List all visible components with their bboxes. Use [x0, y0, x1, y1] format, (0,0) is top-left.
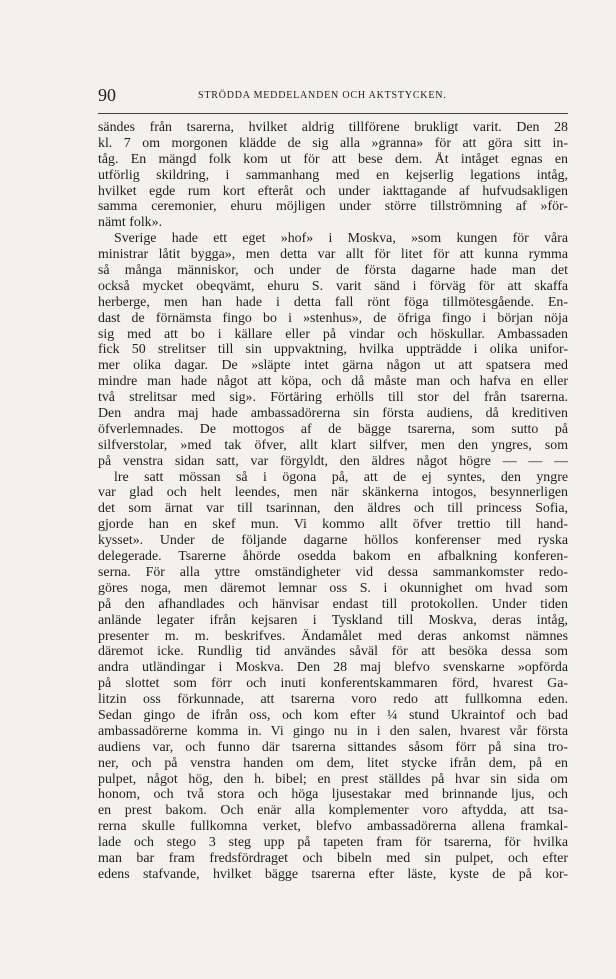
text-line: kl. 7 om morgonen klädde de sig alla »granna» för att göra sitt in- [98, 135, 568, 151]
text-line: det som ärnat var till tsarinnan, den äldres och till princess Sofia, [98, 501, 568, 517]
text-line: Sverige hade ett eget »hof» i Moskva, »som kungen för våra [114, 231, 568, 247]
text-line: herberge, men han hade i detta fall rönt föga tillmötesgående. En- [98, 294, 568, 310]
text-line: sig med att bo i källare eller på vindar och höskullar. Ambassaden [98, 326, 568, 342]
text-line: anlände legater ifrån kejsaren i Tyskland till Moskva, deras intåg, [98, 612, 568, 628]
text-line: var glad och helt leendes, men när skänkerna intogos, besynnerligen [98, 485, 568, 501]
text-line: också mycket obeqvämt, ehuru S. varit sänd i förväg för att skaffa [98, 278, 568, 294]
text-line: ministrar låtit bygga», men detta var allt för litet för att kunna rymma [98, 247, 568, 263]
text-line: man bar fram fredsfördraget och bibeln med sin pulpet, och efter [98, 850, 568, 866]
running-head [98, 84, 568, 108]
text-line: Den andra maj hade ambassadörerna sin första audiens, då kreditiven [98, 406, 568, 422]
text-line: gjorde han en skef mun. Vi kommo allt öfver trettio till hand- [98, 517, 568, 533]
text-line: öfverlemnades. De mottogos af de bägge tsarerna, som sutto på [98, 421, 568, 437]
text-line: delegerade. Tsarerne åhörde osedda bakom en afbalkning konferen- [98, 549, 568, 565]
text-line: ambassadörerne komma in. Vi gingo nu in i den salen, hvarest vår första [98, 723, 568, 739]
text-line: pulpet, något hög, den h. bibel; en prest ställdes på hvar sin sida om [98, 771, 568, 787]
text-line: utförlig skildring, i sammanhang med en kejserlig legations intåg, [98, 167, 568, 183]
text-line: Sedan gingo de ifrån oss, och kom efter ¼ stund Ukraintof och bad [98, 707, 568, 723]
text-line: på slottet som förr och inuti konferentskammaren förd, hvarest Ga- [98, 676, 568, 692]
text-line: tåg. En mängd folk kom ut för att bese dem. Åt intåget egnas en [98, 151, 568, 167]
body-text [98, 120, 568, 883]
running-head-title: STRÖDDA MEDDELANDEN OCH AKTSTYCKEN. [198, 90, 447, 101]
text-line: silfverstolar, »med tak öfver, allt klart silfver, men den yngres, som [98, 437, 568, 453]
text-line: däremot icke. Rundlig tid användes såväl för att besöka dessa som [98, 644, 568, 660]
text-line: litzin oss förkunnade, att tsarerna voro redo att fullkomna eden. [98, 692, 568, 708]
text-line: rerna skulle fullkomna verket, blefvo ambassadörerna allena framkal- [98, 819, 568, 835]
text-line: serna. För alla yttre omständigheter vid dessa sammankomster redo- [98, 564, 568, 580]
text-line: audiens var, och funno där tsarerna sittandes såsom förr på sina tro- [98, 739, 568, 755]
text-line: mer olika dagar. De »släpte intet gärna någon ut att spatsera med [98, 358, 568, 374]
page-number: 90 [98, 85, 116, 105]
text-line: på venstra sidan satt, var förgyldt, den äldres något högre — — — [98, 453, 568, 469]
text-line: så många människor, och under de första dagarne hade man det [98, 263, 568, 279]
text-line: hvilket egde rum kort efteråt och under iakttagande af hufvudsakligen [98, 183, 568, 199]
text-line: fick 50 strelitser till sin uppvaktning, hvilka uppträdde i olika unifor- [98, 342, 568, 358]
text-line: på den afhandlades och hänvisar endast till protokollen. Under tiden [98, 596, 568, 612]
text-line: andra utländingar i Moskva. Den 28 maj blefvo svenskarne »opförda [98, 660, 568, 676]
text-line: nämt folk». [98, 215, 163, 231]
text-line: göres noga, men däremot lemnar oss S. i okunnighet om hvad som [98, 580, 568, 596]
text-line: edens stafvande, hvilket bägge tsarerna efter läste, kyste de på kor- [98, 866, 568, 882]
text-line: en prest bakom. Och enär alla komplementer voro aftydda, att tsa- [98, 803, 568, 819]
text-line: ner, och på venstra handen om dem, litet stycke ifrån dem, på en [98, 755, 568, 771]
text-line: lre satt mössan så i ögona på, att de ej syntes, den yngre [114, 469, 568, 485]
text-line: samma ceremonier, ehuru möjligen under större tillströmning af »för- [98, 199, 568, 215]
text-line: sändes från tsarerna, hvilket aldrig tillförene brukligt varit. Den 28 [98, 120, 568, 135]
text-line: lade och stego 3 steg upp på tapeten fram för tsarerna, för hvilka [98, 835, 568, 851]
text-line: presenter m. m. beskrifves. Ändamålet med deras ankomst nämnes [98, 628, 568, 644]
text-line: mindre man hade något att köpa, och då måste man och hafva en eller [98, 374, 568, 390]
text-line: dast de förnämsta fingo bo i »stenhus», de öfriga fingo i början nöja [98, 310, 568, 326]
text-line: honom, och två stora och höga ljusestakar med brinnande ljus, och [98, 787, 568, 803]
header-rule [98, 113, 568, 114]
text-line: två strelitsar med sig». Förtäring erhölls till stor del från tsarerna. [98, 390, 568, 406]
text-line: kysset». Under de följande dagarne höllos konferenser med ryska [98, 533, 568, 549]
